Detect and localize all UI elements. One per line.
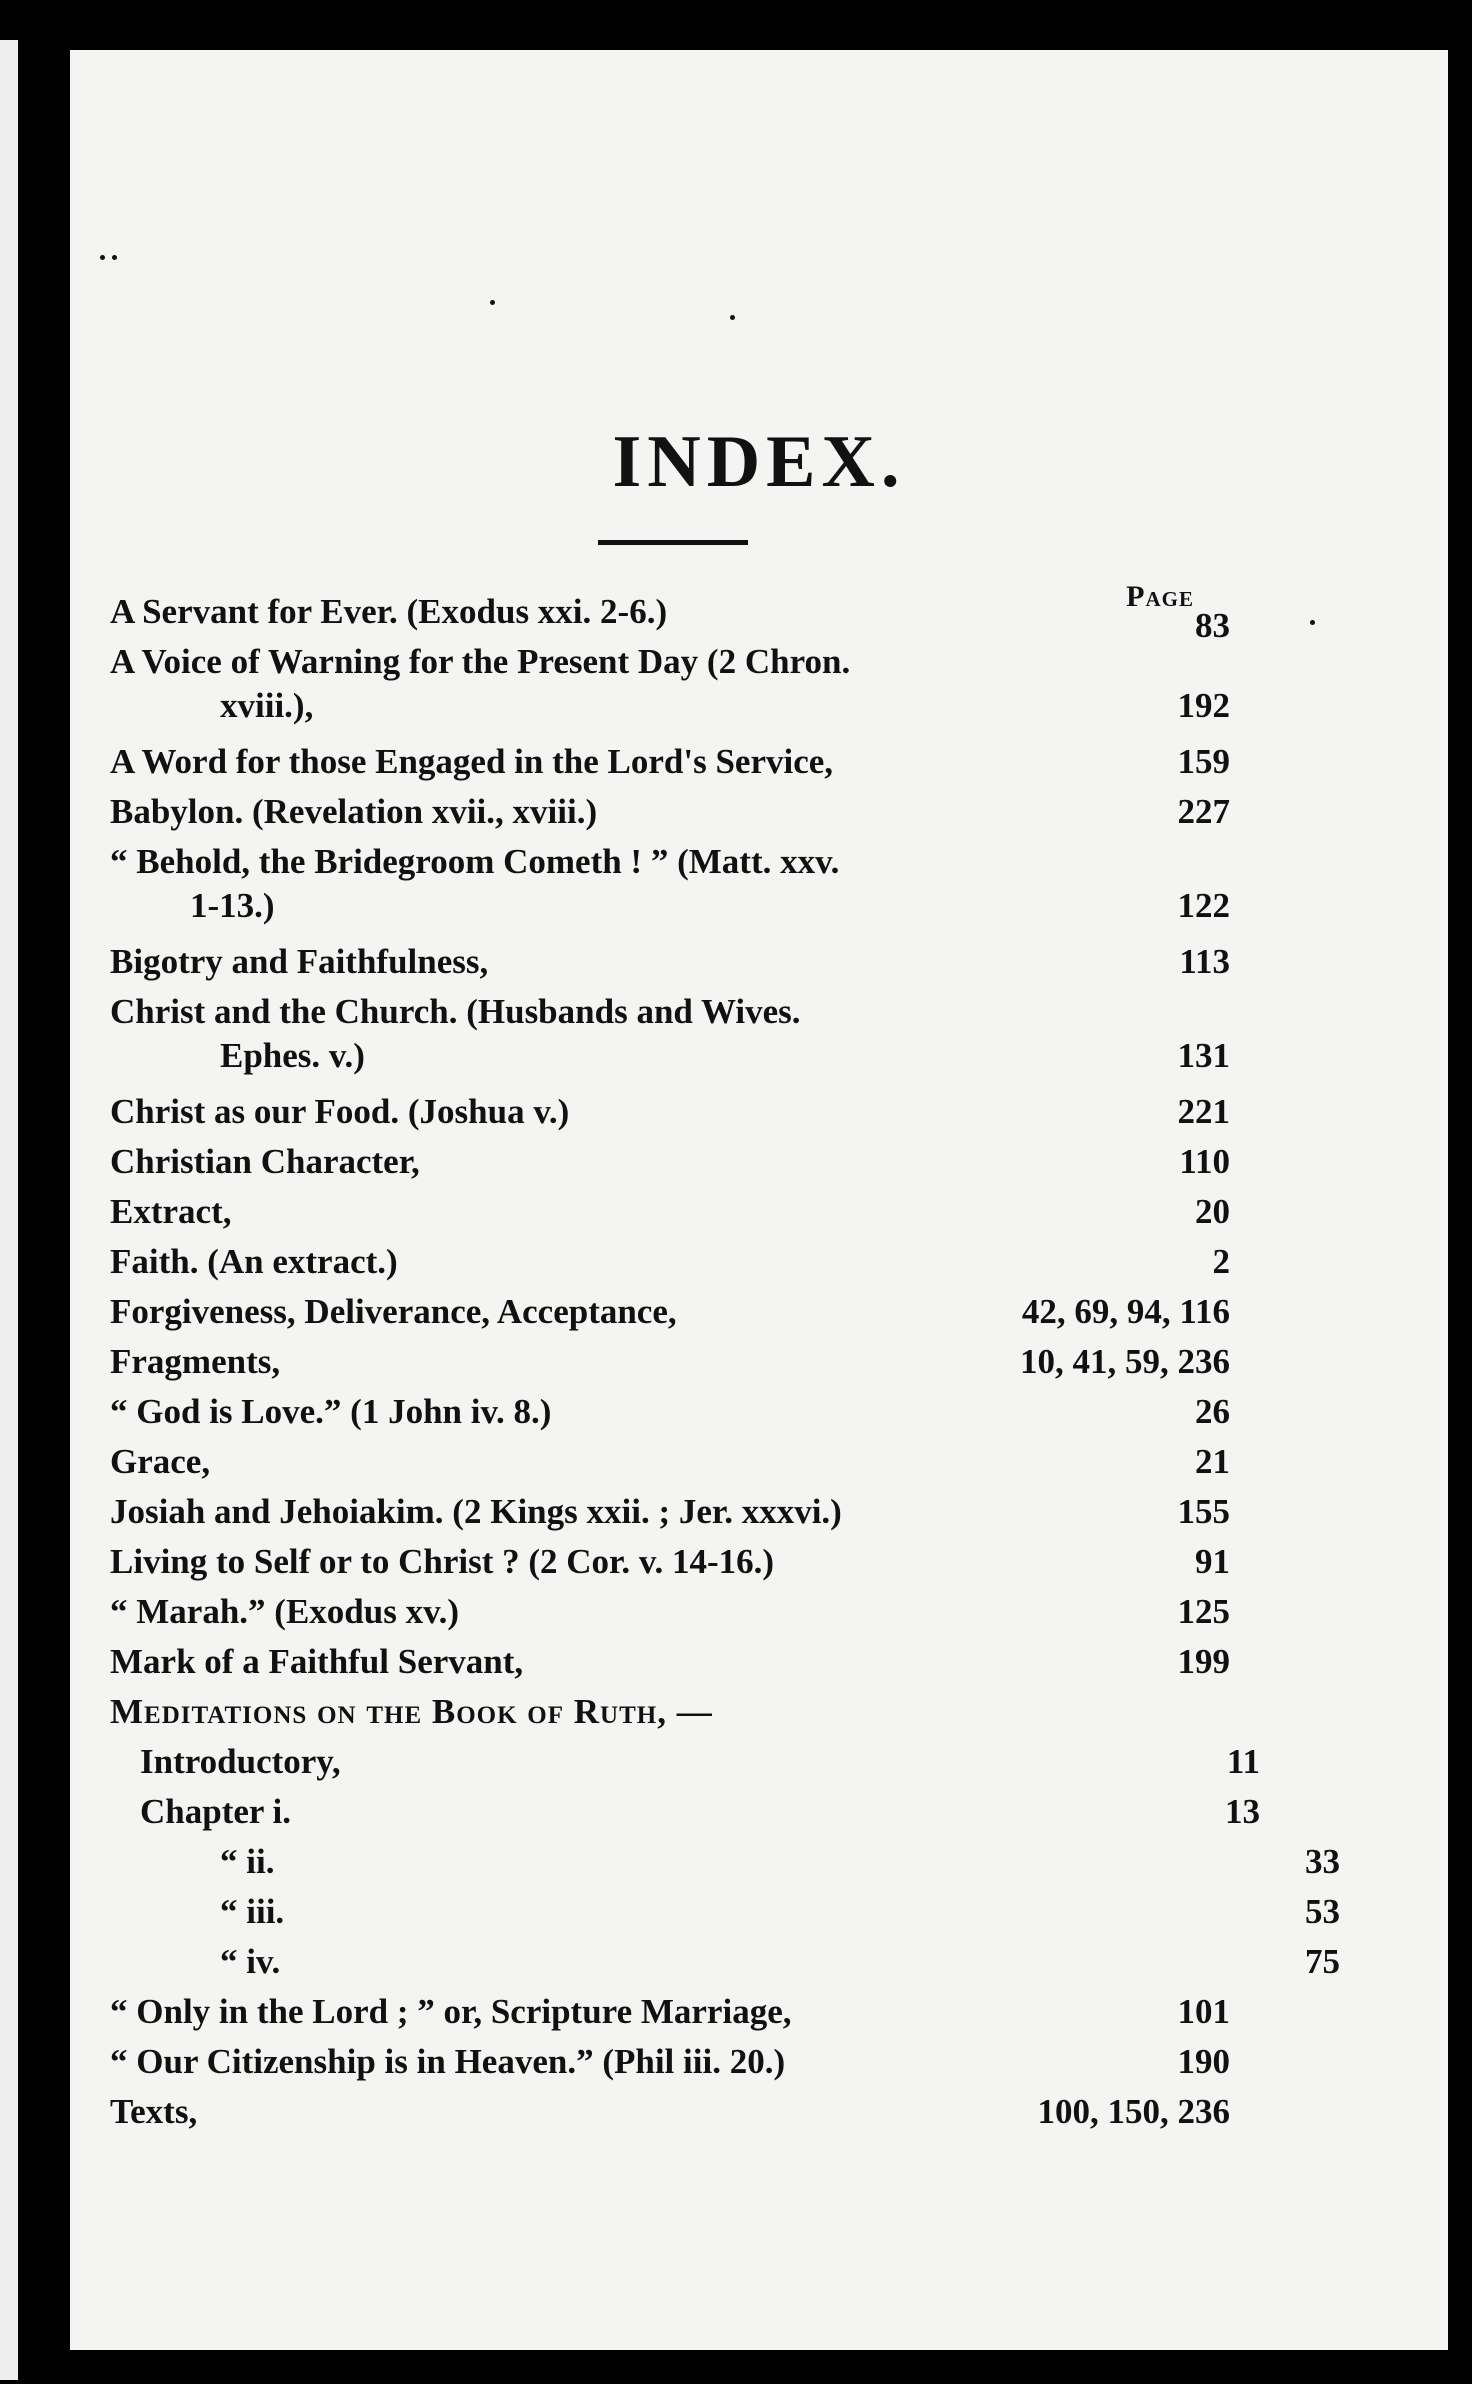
index-entry: Fragments, 10, 41, 59, 236 [110, 1342, 1230, 1381]
index-entry: Christ and the Church. (Husbands and Wives. Ephes. v.) 131 [110, 992, 1230, 1075]
left-edge-strip [0, 40, 18, 2380]
index-entry: “ Marah.” (Exodus xv.) 125 [110, 1592, 1230, 1631]
index-entry: Josiah and Jehoiakim. (2 Kings xxii. ; Jer. xxxvi.) 155 [110, 1492, 1230, 1531]
index-entry: Bigotry and Faithfulness, 113 [110, 942, 1230, 981]
index-entry: “ Our Citizenship is in Heaven.” (Phil iii. 20.) 190 [110, 2042, 1230, 2081]
index-page [70, 50, 1448, 2350]
index-entry: “ iii. 53 [220, 1892, 1340, 1931]
index-entry: “ ii. 33 [220, 1842, 1340, 1881]
index-entry: Forgiveness, Deliverance, Acceptance, 42, 69, 94, 116 [110, 1292, 1230, 1331]
index-entry: Extract, 20 [110, 1192, 1230, 1231]
speck [490, 300, 495, 305]
index-section-heading: Meditations on the Book of Ruth, — [110, 1692, 713, 1731]
index-entry: Grace, 21 [110, 1442, 1230, 1481]
index-entry: Mark of a Faithful Servant, 199 [110, 1642, 1230, 1681]
speck [1310, 620, 1315, 625]
index-entry: “ Only in the Lord ; ” or, Scripture Marriage, 101 [110, 1992, 1230, 2031]
index-entry: “ iv. 75 [220, 1942, 1340, 1981]
index-entry: Faith. (An extract.) 2 [110, 1242, 1230, 1281]
index-entry: Living to Self or to Christ ? (2 Cor. v. 14-16.) 91 [110, 1542, 1230, 1581]
speck [730, 315, 735, 320]
index-entry: “ God is Love.” (1 John iv. 8.) 26 [110, 1392, 1230, 1431]
index-entry: Christian Character, 110 [110, 1142, 1230, 1181]
index-entry: “ Behold, the Bridegroom Cometh ! ” (Matt. xxv. 1-13.) 122 [110, 842, 1230, 925]
index-entry: Introductory, 11 [140, 1742, 1260, 1781]
page-title: INDEX. [612, 421, 906, 503]
index-entry: Babylon. (Revelation xvii., xviii.) 227 [110, 792, 1230, 831]
index-entry: Christ as our Food. (Joshua v.) 221 [110, 1092, 1230, 1131]
index-entry: Texts, 100, 150, 236 [110, 2092, 1230, 2131]
speck [100, 255, 105, 260]
title-rule [598, 540, 748, 545]
index-entry: Chapter i. 13 [140, 1792, 1260, 1831]
index-entry: A Word for those Engaged in the Lord's Service, 159 [110, 742, 1230, 781]
index-entry: A Voice of Warning for the Present Day (2 Chron. xviii.), 192 [110, 642, 1230, 725]
index-entry: A Servant for Ever. (Exodus xxi. 2-6.) 83 [110, 592, 1230, 645]
speck [112, 255, 117, 260]
page-column-label: Page [1126, 580, 1194, 613]
